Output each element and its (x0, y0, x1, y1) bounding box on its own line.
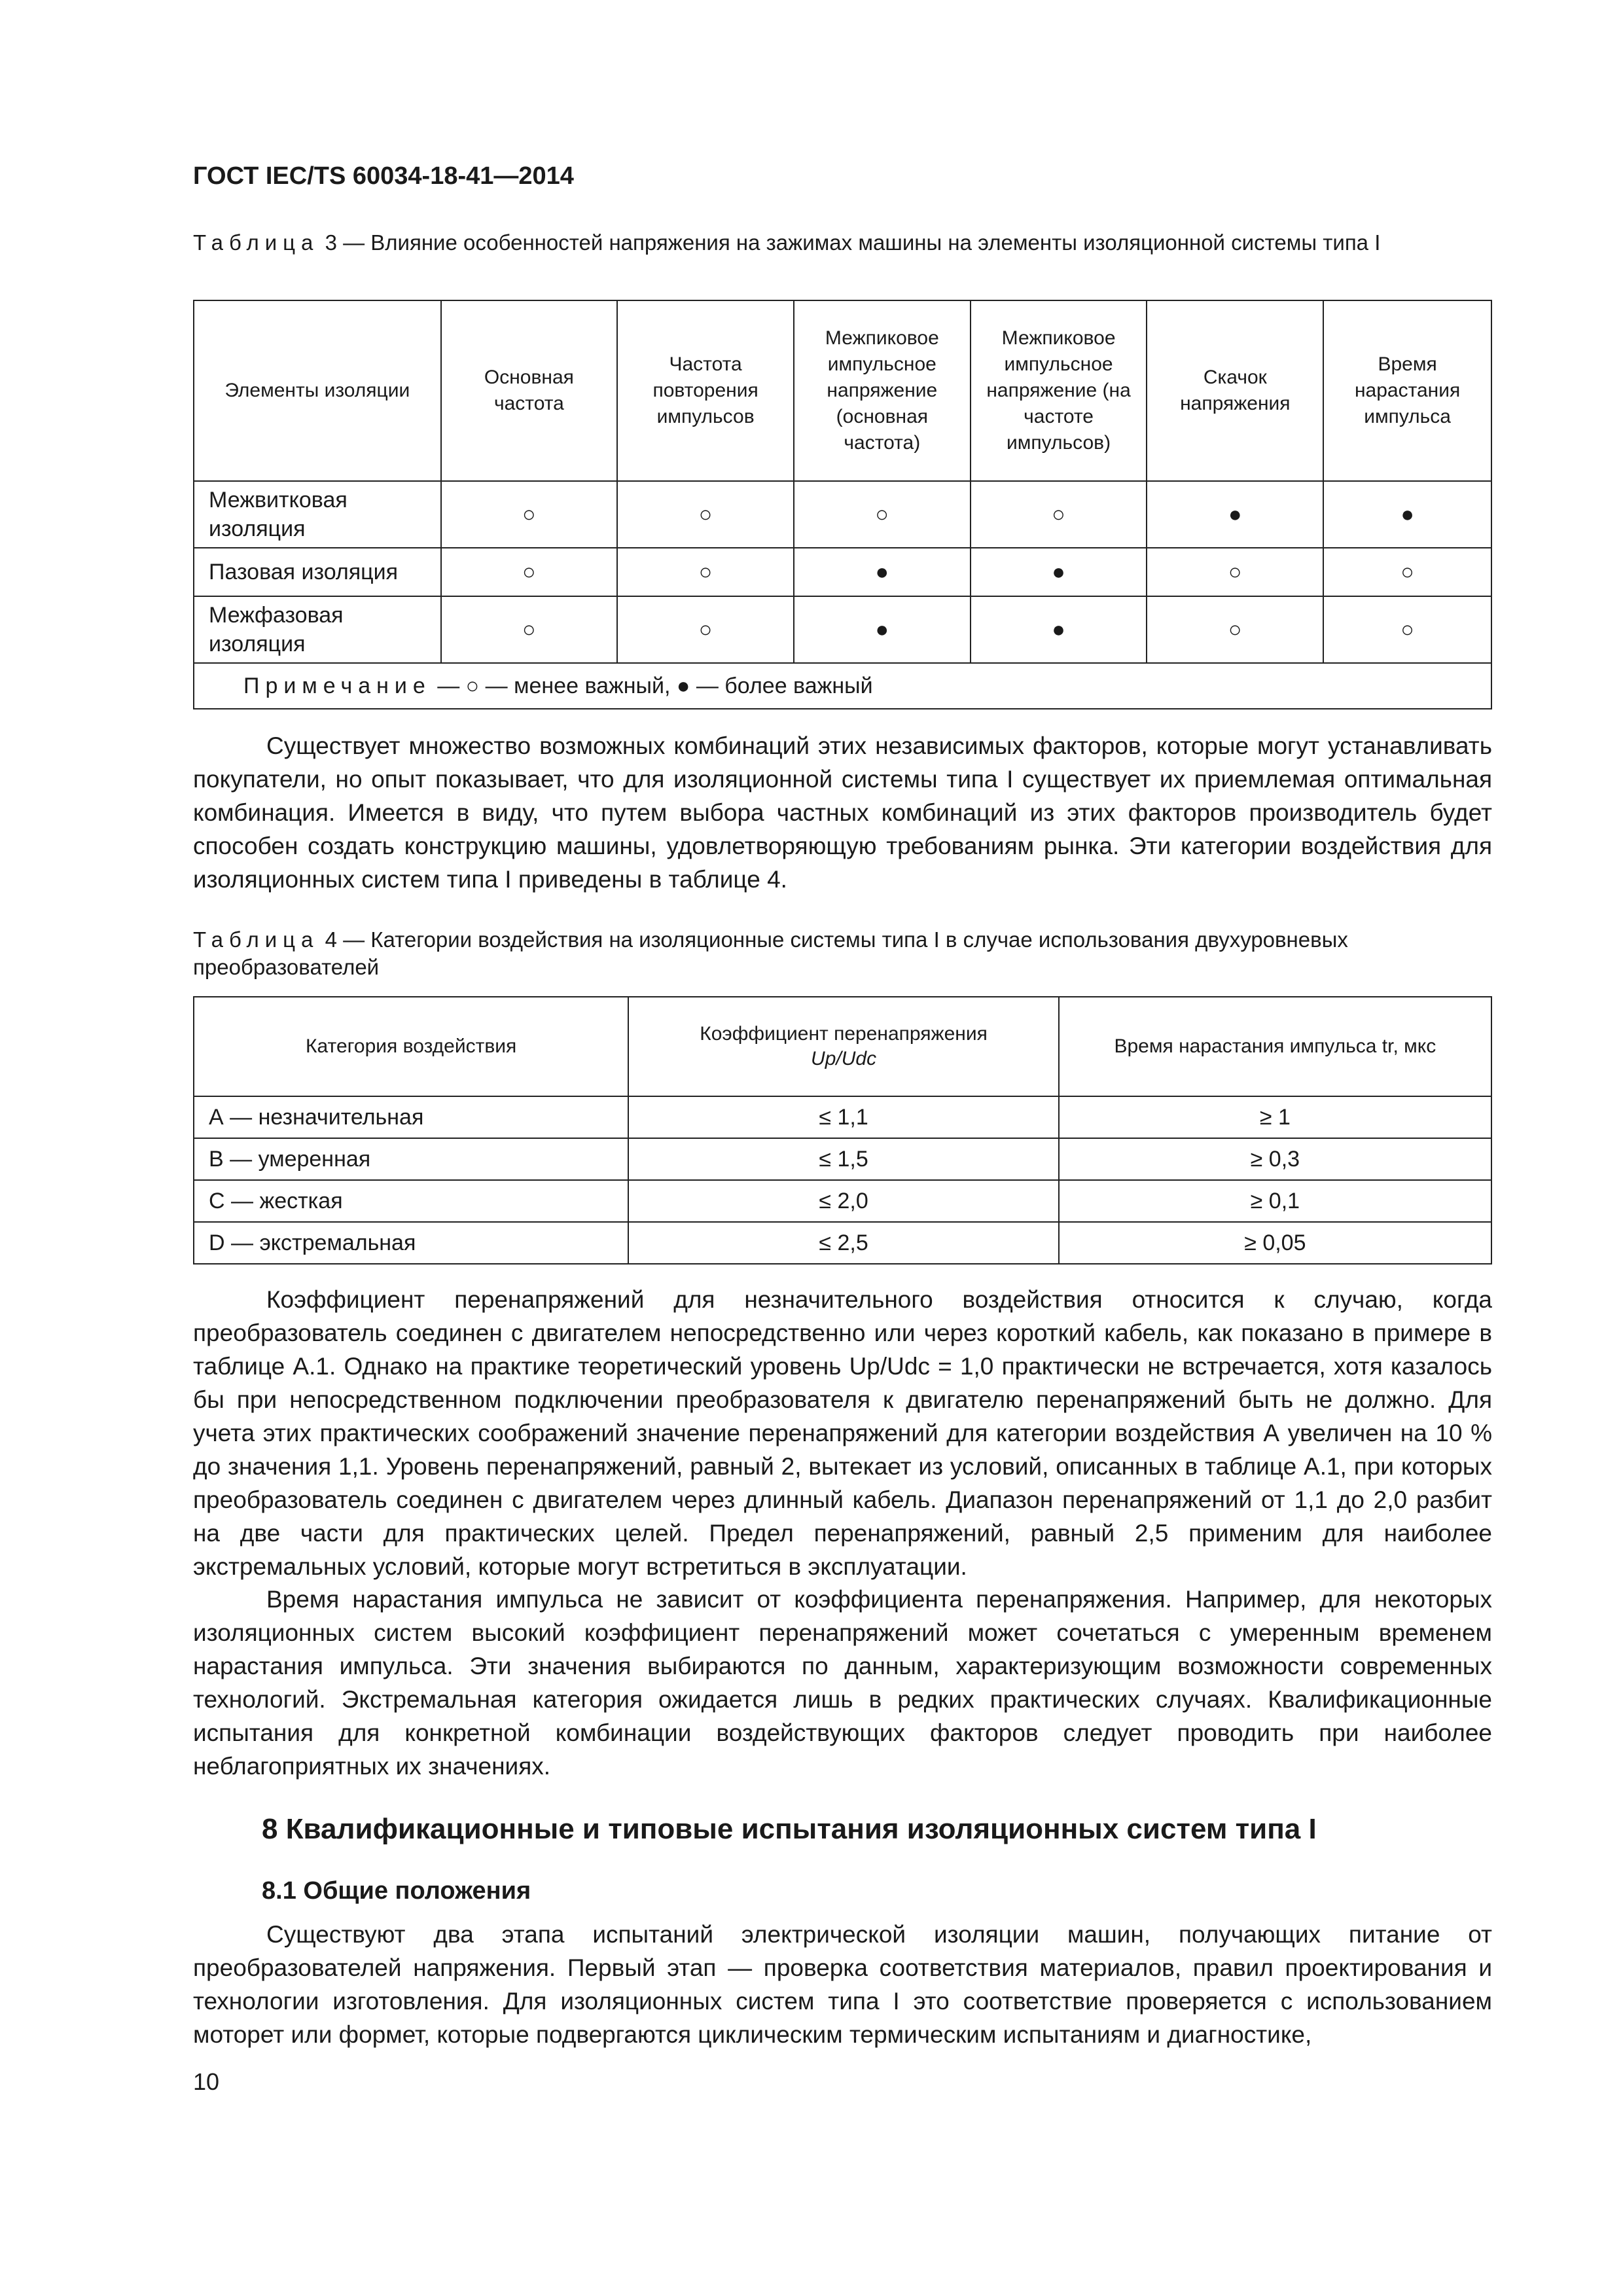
importance-mark: ○ (1323, 548, 1491, 596)
importance-mark: ○ (441, 548, 618, 596)
table4-cell: ≤ 1,1 (628, 1096, 1058, 1138)
table3-note-text: — ○ — менее важный, ● — более важный (437, 673, 873, 698)
table-row (194, 548, 1491, 596)
table4-header-row (194, 997, 1491, 1096)
table4-caption (193, 926, 1492, 981)
table3-header-cell: Скачок напряжения (1147, 300, 1323, 481)
table4-cell: ≥ 0,3 (1059, 1138, 1491, 1180)
table3-header-cell: Частота повторения импульсов (617, 300, 794, 481)
section-heading: 8 Квалификационные и типовые испытания изоляционных систем типа I (262, 1813, 1317, 1845)
table3-header-cell: Время нарастания импульса (1323, 300, 1491, 481)
importance-mark: ● (971, 596, 1147, 663)
table3-note-row (194, 663, 1491, 709)
table3-header-row (194, 300, 1491, 481)
table3-row-label: Межфазовая изоляция (194, 596, 441, 663)
importance-mark: ○ (617, 548, 794, 596)
table3-header-cell: Основная частота (441, 300, 618, 481)
paragraph: Время нарастания импульса не зависит от коэффициента перенапряжения. Например, для некоторых изоляционных систем высокий коэффициент перенапряжений может сочетаться с умеренным временем нарастания импульса. Эти значения выбираются по данным, характеризующим возможности современных технологий. Экстремальная категория ожидается лишь в редких практических случаях. Квалификационные испытания для конкретной комбинации воздействующих факторов следует проводить при наиболее неблагоприятных их значениях. (193, 1586, 1492, 1780)
importance-mark: ● (1147, 481, 1323, 548)
table3-row-label: Пазовая изоляция (194, 548, 441, 596)
paragraph: Коэффициент перенапряжений для незначительного воздействия относится к случаю, когда преобразователь соединен с двигателем непосредственно или через короткий кабель, как показано в примере в таблице А.1. Однако на практике теоретический уровень Up/Udc = 1,0 практически не встречается, хотя казалось бы при непосредственном подключении преобразователя к двигателю перенапряжений быть не должно. Для учета этих практических соображений значение перенапряжений для категории воздействия А увеличен на 10 % до значения 1,1. Уровень перенапряжений, равный 2, вытекает из условий, описанных в таблице А.1, при которых преобразователь соединен с двигателем через длинный кабель. Диапазон перенапряжений от 1,1 до 2,0 разбит на две части для практических целей. Предел перенапряжений, равный 2,5 применим для наиболее экстремальных условий, которые могут встретиться в эксплуатации. (193, 1286, 1492, 1580)
subsection-heading: 8.1 Общие положения (262, 1877, 531, 1905)
table4-cell: ≥ 0,1 (1059, 1180, 1491, 1222)
importance-mark: ○ (617, 596, 794, 663)
table4-cell: ≥ 0,05 (1059, 1222, 1491, 1264)
table4-cell: ≥ 1 (1059, 1096, 1491, 1138)
paragraph: Существует множество возможных комбинаций этих независимых факторов, которые могут устанавливать покупатели, но опыт показывает, что для изоляционной системы типа I существует их приемлемая оптимальная комбинация. Имеется в виду, что путем выбора частных комбинаций из этих факторов производитель будет способен создать конструкцию машины, удовлетворяющую требованиям рынка. Эти категории воздействия для изоляционных систем типа I приведены в таблице 4. (193, 732, 1492, 893)
importance-mark: ● (1323, 481, 1491, 548)
table4-caption-text: 4 — Категории воздействия на изоляционные системы типа I в случае использования двухуровневых преобразователей (193, 927, 1348, 979)
table-row (194, 596, 1491, 663)
importance-mark: ○ (794, 481, 971, 548)
table3-header-cell: Межпиковое импульсное напряжение (на частоте импульсов) (971, 300, 1147, 481)
table3-caption-word: Таблица (193, 230, 319, 255)
importance-mark: ○ (441, 596, 618, 663)
table3-row-label: Межвитковая изоляция (194, 481, 441, 548)
importance-mark: ○ (441, 481, 618, 548)
table4-cell: ≤ 2,0 (628, 1180, 1058, 1222)
table3 (193, 300, 1492, 709)
table4-cell: D — экстремальная (194, 1222, 628, 1264)
table4-caption-word: Таблица (193, 927, 319, 952)
table-row (194, 1096, 1491, 1138)
importance-mark: ○ (1323, 596, 1491, 663)
importance-mark: ○ (617, 481, 794, 548)
importance-mark: ○ (1147, 548, 1323, 596)
table3-caption-text: 3 — Влияние особенностей напряжения на зажимах машины на элементы изоляционной системы типа I (325, 230, 1381, 255)
table4-header-formula: Up/Udc (811, 1048, 877, 1069)
table3-note-word: Примечание (243, 673, 431, 698)
table4-cell: В — умеренная (194, 1138, 628, 1180)
table4-header-line: Коэффициент перенапряжения (700, 1023, 988, 1045)
document-header: ГОСТ IEC/TS 60034-18-41—2014 (193, 162, 574, 190)
paragraph: Существуют два этапа испытаний электрической изоляции машин, получающих питание от преобразователей напряжения. Первый этап — проверка соответствия материалов, правил проектирования и технологии изготовления. Для изоляционных систем типа I это соответствие проверяется с использованием моторет или формет, которые подвергаются циклическим термическим испытаниям и диагностике, (193, 1921, 1492, 2048)
table3-caption (193, 229, 1492, 257)
importance-mark: ○ (971, 481, 1147, 548)
table4-header-cell: Время нарастания импульса tr, мкс (1059, 997, 1491, 1096)
table4-cell: А — незначительная (194, 1096, 628, 1138)
table-row (194, 481, 1491, 548)
table-row (194, 1138, 1491, 1180)
page-number: 10 (193, 2068, 220, 2095)
table3-note (194, 663, 1491, 709)
table4-cell: ≤ 2,5 (628, 1222, 1058, 1264)
importance-mark: ○ (1147, 596, 1323, 663)
table4-cell: С — жесткая (194, 1180, 628, 1222)
table3-header-cell: Элементы изоляции (194, 300, 441, 481)
table4 (193, 996, 1492, 1265)
importance-mark: ● (971, 548, 1147, 596)
table4-cell: ≤ 1,5 (628, 1138, 1058, 1180)
table4-header-cell (628, 997, 1058, 1096)
table-row (194, 1180, 1491, 1222)
table-row (194, 1222, 1491, 1264)
importance-mark: ● (794, 596, 971, 663)
table4-header-cell: Категория воздействия (194, 997, 628, 1096)
importance-mark: ● (794, 548, 971, 596)
table3-header-cell: Межпиковое импульсное напряжение (основная частота) (794, 300, 971, 481)
